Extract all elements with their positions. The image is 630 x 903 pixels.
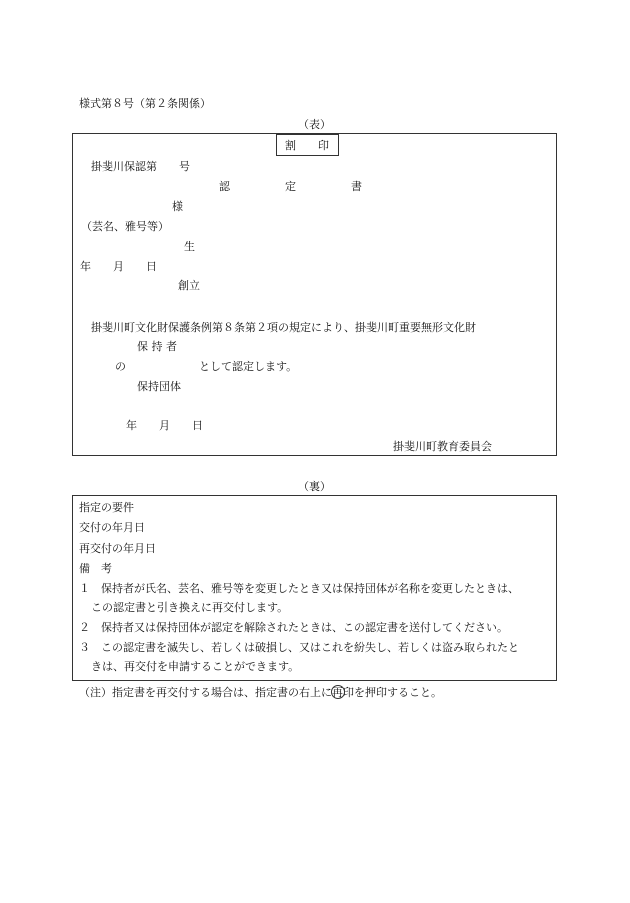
seal-box — [276, 134, 339, 156]
stamp-circle — [331, 685, 345, 699]
issuer-name: 掛斐川町教育委員会 — [393, 440, 492, 453]
certificate-number: 掛斐川保認第 号 — [91, 160, 190, 173]
reissue-date-label: 再交付の年月日 — [79, 542, 156, 555]
requirements-label: 指定の要件 — [79, 501, 134, 514]
footnote-prefix: （注）指定書を再交付する場合は、指定書の右上に — [79, 686, 332, 699]
founded-label: 創立 — [178, 279, 200, 292]
issue-date-label: 交付の年月日 — [79, 521, 145, 534]
holding-group-label: 保持団体 — [137, 380, 181, 393]
birth-label: 生 — [184, 240, 195, 253]
note-1-line-2: この認定書と引き換えに再交付します。 — [91, 601, 289, 614]
holder-label: 保 持 者 — [137, 340, 177, 353]
stamp-character: 再 — [332, 686, 343, 699]
reissue-stamp-mark — [332, 687, 343, 698]
note-2: ２ 保持者又は保持団体が認定を解除されたときは、この認定書を送付してください。 — [79, 621, 508, 634]
issue-date: 年 月 日 — [126, 419, 203, 432]
note-1-line-1: １ 保持者が氏名、芸名、雅号等を変更したとき又は保持団体が名称を変更したときは、 — [79, 582, 519, 595]
birth-date: 年 月 日 — [80, 260, 157, 273]
document-title: 認 定 書 — [219, 180, 362, 193]
recipient-honorific: 様 — [172, 200, 183, 213]
back-side-label: （裏） — [298, 480, 331, 493]
note-3-line-1: ３ この認定書を滅失し、若しくは破損し、又はこれを紛失し、若しくは盗み取られたと — [79, 641, 519, 654]
remarks-label: 備 考 — [79, 562, 112, 575]
stage-name-label: （芸名、雅号等） — [81, 220, 169, 233]
footnote-suffix: 印を押印すること。 — [343, 686, 442, 699]
seal-label: 割 印 — [285, 139, 329, 152]
note-3-line-2: きは、再交付を申請することができます。 — [91, 660, 300, 673]
front-side-label: （表） — [298, 118, 331, 131]
particle-no: の — [115, 360, 126, 373]
body-line-1: 掛斐川町文化財保護条例第８条第２項の規定により、掛斐川町重要無形文化財 — [91, 321, 476, 334]
form-number: 様式第８号（第２条関係） — [79, 97, 211, 110]
body-line-2: として認定します。 — [199, 360, 298, 373]
footnote — [79, 687, 442, 698]
